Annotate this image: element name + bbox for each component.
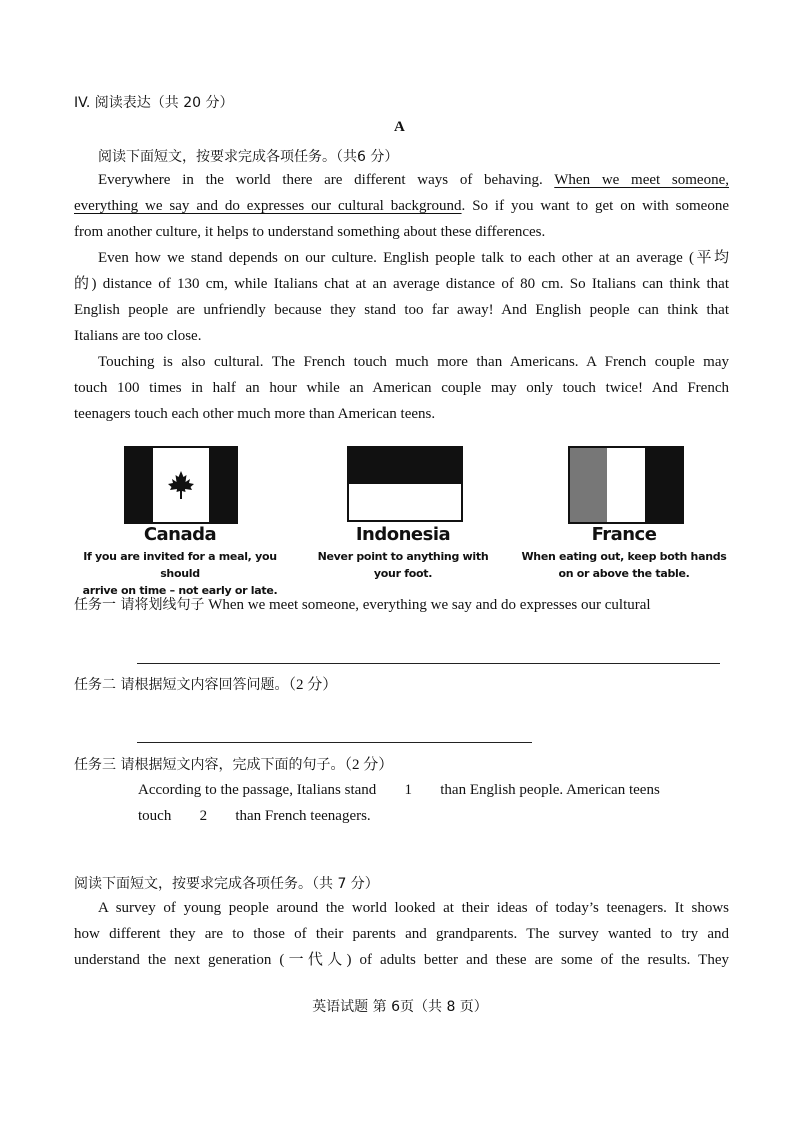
underlined-sentence: When we meet someone, [554,172,730,188]
passage-a-p2-line3: English people are unfriendly because they stand too far away! And English people can think that [74,302,729,318]
task1-answer-line[interactable] [137,663,720,664]
page-footer: 英语试题 第 6页（共 8 页） [312,999,488,1015]
passage-a-p1-line3: from another culture, it helps to understand something about these differences. [74,224,546,240]
underlined-sentence-cont: everything we say and do expresses our cultural background [74,198,462,214]
passage-b-line3: understand the next generation (一代人) of adults better and these are some of the results. They [74,952,729,968]
flag-caption-indonesia: Never point to anything with your foot. [317,550,489,580]
task2-label: 任务二 请根据短文内容回答问题。 [74,677,289,693]
flag-name-france: France [591,524,657,545]
task1-label: 任务一 请将划线句子 [74,597,205,613]
passage-a-p2-line4: Italians are too close. [74,328,202,344]
passage-a-p2-line1: Even how we stand depends on our culture. English people talk to each other at an average (平均 [98,250,729,266]
task2-points: （2 分） [288,677,338,693]
passage-b-line1: A survey of young people around the world looked at their ideas of today’s teenagers. It shows [98,900,729,916]
flag-name-canada: Canada [143,524,217,545]
passage-b-line2: how different they are to those of their parents and grandparents. The survey wanted to try and [74,926,729,942]
task1 [74,594,651,614]
instruction-a: 阅读下面短文，按要求完成各项任务。（共6 分） [98,149,399,165]
flag-caption-france: When eating out, keep both hands on or above the table. [521,550,727,580]
section-title: IV. 阅读表达（共 20 分） [74,95,234,111]
passage-a-p2-line2: 的) distance of 130 cm, while Italians chat at an average distance of 80 cm. So Italians can think that [74,276,729,292]
task3-label: 任务三 请根据短文内容，完成下面的句子。 [74,757,345,773]
maple-leaf-icon [167,470,195,500]
passage-a-p3-line2: touch 100 times in half an hour while an American couple may only touch twice! And French [74,380,729,396]
passage-a-p3-line1: Touching is also cultural. The French touch much more than Americans. A French couple may [98,354,729,370]
instruction-b: 阅读下面短文，按要求完成各项任务。（共 7 分） [74,876,379,892]
task1-text: When we meet someone, everything we say and do expresses our cultural [204,597,651,613]
task3 [74,753,393,774]
france-flag [568,446,684,524]
task3-points: （2 分） [344,757,394,773]
canada-flag [124,446,238,524]
task2 [74,673,337,694]
task3-sentence2: touch 2 than French teenagers. [138,805,371,827]
indonesia-flag [347,446,463,522]
flag-caption-canada: If you are invited for a meal, you should arrive on time – not early or late. [82,550,278,597]
blank-2[interactable]: 2 [199,808,208,824]
passage-a-p3-line3: teenagers touch each other much more than American teens. [74,406,436,422]
task2-answer-line[interactable] [137,742,532,743]
blank-1[interactable]: 1 [404,782,413,798]
passage-a-p1-line1: Everywhere in the world there are different ways of behaving. When we meet someone, [98,172,730,188]
part-label: A [394,119,405,135]
passage-a-p1-line2: everything we say and do expresses our cultural background. So if you want to get on with someone [74,198,729,214]
task3-sentence1: According to the passage, Italians stand 1 than English people. American teens [138,779,660,801]
flag-name-indonesia: Indonesia [355,524,451,545]
